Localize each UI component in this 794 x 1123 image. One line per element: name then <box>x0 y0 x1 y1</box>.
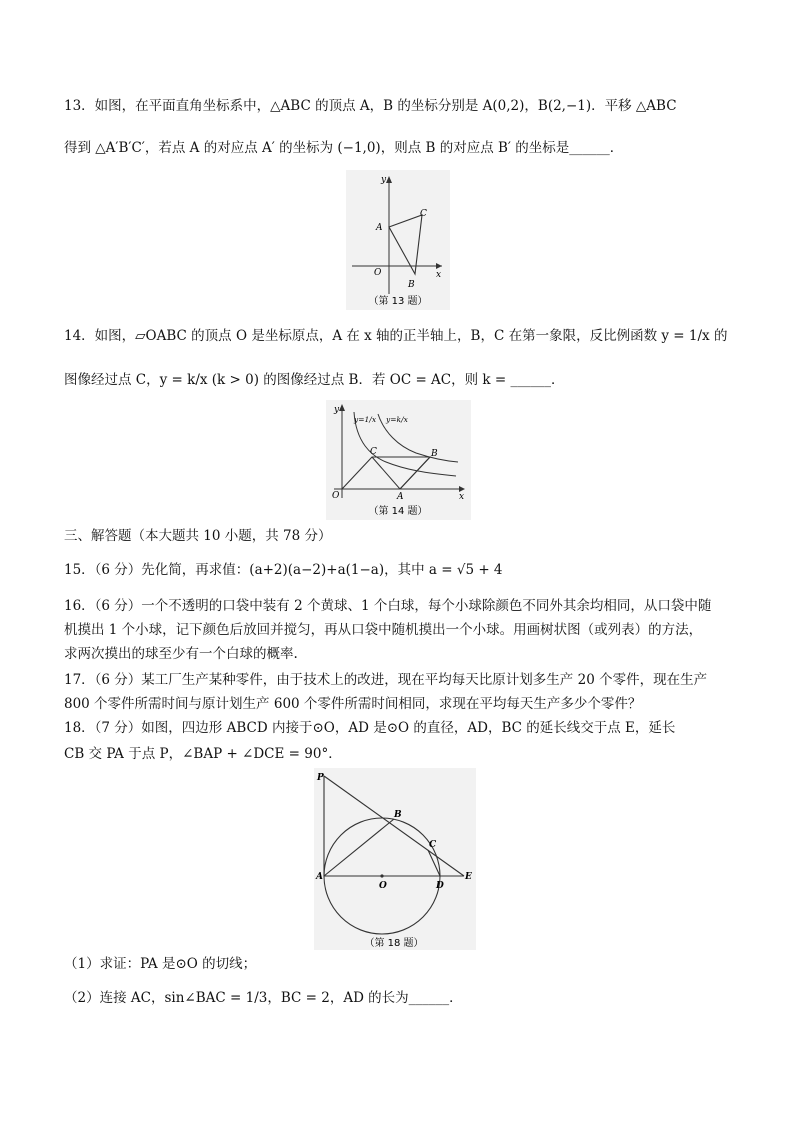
q13-y-label: y <box>381 175 387 185</box>
q18-E-label: E <box>465 872 472 882</box>
q18-A-label: A <box>316 872 323 882</box>
q13-x-label: x <box>436 270 442 280</box>
q18-figure <box>314 768 476 950</box>
q18-part1: （1）求证：PA 是⊙O 的切线； <box>64 956 257 972</box>
q17-line2: 800 个零件所需时间与原计划生产 600 个零件所需时间相同，求现在平均每天生产多少个零件？ <box>64 696 642 712</box>
q14-figure <box>326 400 471 520</box>
q13-figure <box>346 170 450 310</box>
q16-line1: 16．（6 分）一个不透明的口袋中装有 2 个黄球、1 个白球，每个小球除颜色不同外其余均相同，从口袋中随 <box>64 598 712 614</box>
q18-line1: 18．（7 分）如图，四边形 ABCD 内接于⊙O，AD 是⊙O 的直径，AD，BC 的延长线交于点 E，延长 <box>64 720 676 736</box>
q14-C-label: C <box>370 447 377 457</box>
q18-caption: （第 18 题） <box>364 938 424 949</box>
q14-line2: 图像经过点 C，y = k/x (k > 0) 的图像经过点 B．若 OC = AC，则 k = ______． <box>64 372 565 388</box>
q15: 15．（6 分）先化简，再求值：(a+2)(a−2)+a(1−a)，其中 a = √5 + 4 <box>64 562 503 578</box>
q18-P-label: P <box>317 773 324 783</box>
q14-f1-label: y=1/x <box>354 415 377 424</box>
q13-B-label: B <box>408 280 415 290</box>
q18-B-label: B <box>394 810 402 820</box>
q13-line1: 13．如图，在平面直角坐标系中，△ABC 的顶点 A，B 的坐标分别是 A(0,2)，B(2,−1)．平移 △ABC <box>64 98 677 114</box>
q13-caption: （第 13 题） <box>368 296 428 307</box>
q18-part2: （2）连接 AC，sin∠BAC = 1/3，BC = 2，AD 的长为______． <box>64 990 463 1006</box>
q14-A-label: A <box>397 492 404 502</box>
q14-y-label: y <box>334 405 340 415</box>
q14-x-label: x <box>459 492 465 502</box>
q14-f2-label: y=k/x <box>386 415 408 424</box>
q18-C-label: C <box>429 840 437 850</box>
q16-line2: 机摸出 1 个小球，记下颜色后放回并搅匀，再从口袋中随机摸出一个小球。用画树状图（或列表）的方法， <box>64 622 703 638</box>
q13-line2: 得到 △A′B′C′，若点 A 的对应点 A′ 的坐标为 (−1,0)，则点 B 的对应点 B′ 的坐标是______． <box>64 140 624 156</box>
q16-line3: 求两次摸出的球至少有一个白球的概率. <box>64 646 298 662</box>
q13-C-label: C <box>420 209 427 219</box>
q18-line2: CB 交 PA 于点 P，∠BAP + ∠DCE = 90°． <box>64 746 342 762</box>
q14-line1: 14．如图，▱OABC 的顶点 O 是坐标原点，A 在 x 轴的正半轴上，B，C 在第一象限，反比例函数 y = 1/x 的 <box>64 328 728 344</box>
q18-O-label: O <box>379 881 387 891</box>
q14-caption: （第 14 题） <box>368 506 428 517</box>
section-heading: 三、解答题（本大题共 10 小题，共 78 分） <box>64 528 332 544</box>
q14-O-label: O <box>332 491 340 501</box>
q17-line1: 17．（6 分）某工厂生产某种零件，由于技术上的改进，现在平均每天比原计划多生产 20 个零件，现在生产 <box>64 672 708 688</box>
q14-B-label: B <box>431 449 438 459</box>
q13-A-label: A <box>376 223 383 233</box>
q13-O-label: O <box>374 268 382 278</box>
q18-D-label: D <box>436 881 444 891</box>
